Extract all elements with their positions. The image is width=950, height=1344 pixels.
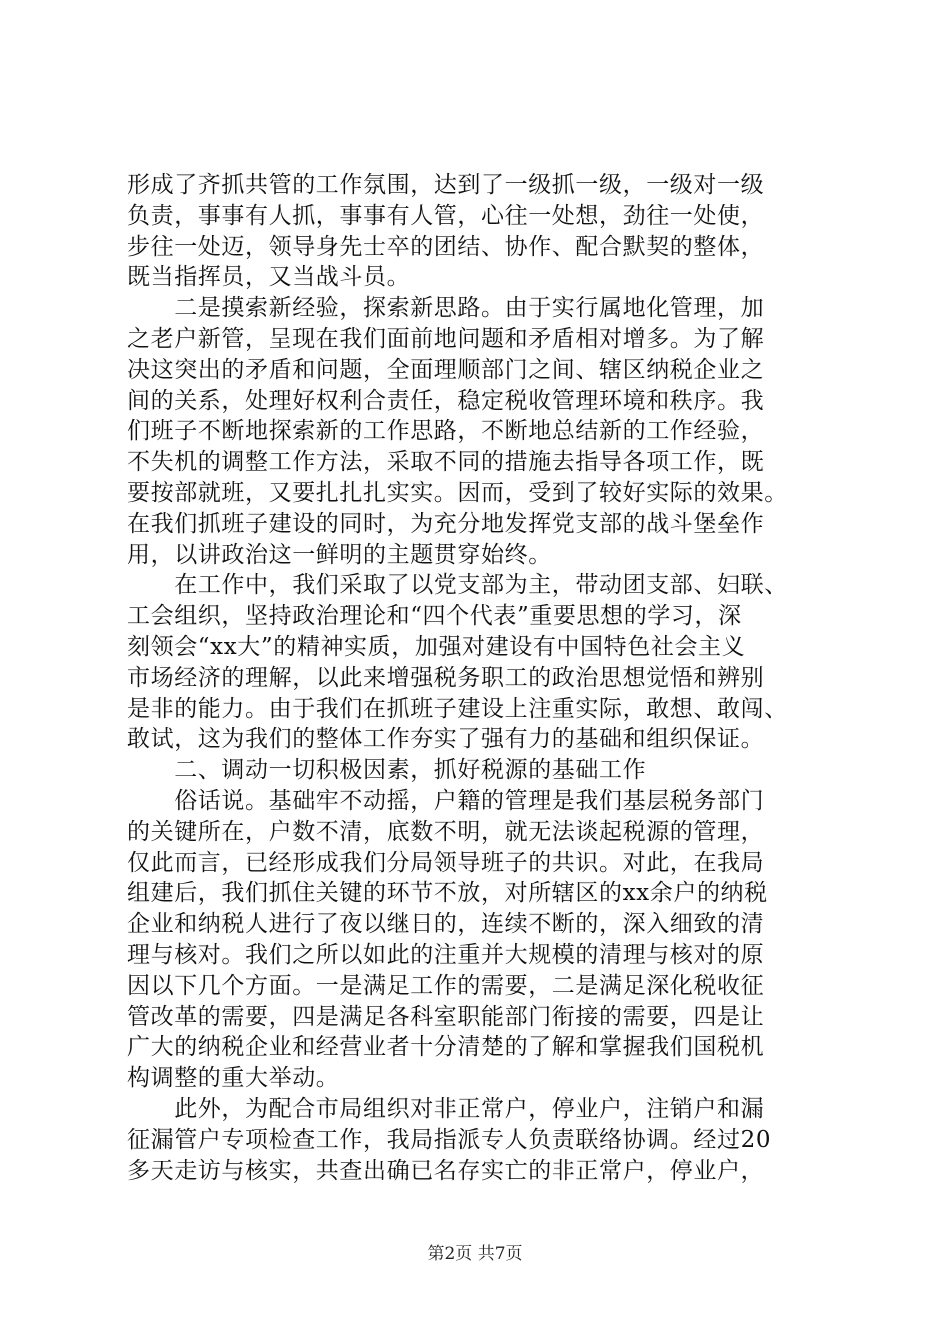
page-number-footer: 第2页 共7页 bbox=[427, 1244, 523, 1264]
text-line: 征漏管户专项检查工作，我局指派专人负责联络协调。经过20 bbox=[127, 1126, 772, 1153]
text-line: 理与核对。我们之所以如此的注重并大规模的清理与核对的原 bbox=[127, 941, 765, 968]
text-line: 步往一处迈，领导身先士卒的团结、协作、配合默契的整体， bbox=[127, 233, 765, 260]
text-line: 组建后，我们抓住关键的环节不放，对所辖区的xx余户的纳税 bbox=[127, 880, 768, 907]
text-line: 因以下几个方面。一是满足工作的需要，二是满足深化税收征 bbox=[127, 972, 765, 999]
text-line: 之老户新管，呈现在我们面前地问题和矛盾相对增多。为了解 bbox=[127, 325, 765, 352]
text-line: 多天走访与核实，共查出确已名存实亡的非正常户，停业户， bbox=[127, 1157, 765, 1184]
text-line: 们班子不断地探索新的工作思路，不断地总结新的工作经验， bbox=[127, 418, 765, 445]
text-line: 企业和纳税人进行了夜以继日的，连续不断的，深入细致的清 bbox=[127, 911, 765, 938]
text-line: 是非的能力。由于我们在抓班子建设上注重实际，敢想、敢闯、 bbox=[127, 695, 788, 722]
text-line: 构调整的重大举动。 bbox=[127, 1065, 340, 1092]
text-line: 在工作中，我们采取了以党支部为主，带动团支部、妇联、 bbox=[127, 572, 788, 599]
text-line: 广大的纳税企业和经营业者十分清楚的了解和掌握我们国税机 bbox=[127, 1034, 765, 1061]
text-line: 仅此而言，已经形成我们分局领导班子的共识。对此，在我局 bbox=[127, 849, 765, 876]
text-line: 管改革的需要，四是满足各科室职能部门衔接的需要，四是让 bbox=[127, 1003, 765, 1030]
text-line: 二是摸索新经验，探索新思路。由于实行属地化管理，加 bbox=[127, 295, 765, 322]
text-line: 既当指挥员，又当战斗员。 bbox=[127, 264, 411, 291]
text-line: 负责，事事有人抓，事事有人管，心往一处想，劲往一处使， bbox=[127, 202, 765, 229]
text-line: 此外，为配合市局组织对非正常户，停业户，注销户和漏 bbox=[127, 1095, 765, 1122]
text-line: 市场经济的理解，以此来增强税务职工的政治思想觉悟和辨别 bbox=[127, 664, 765, 691]
text-line: 在我们抓班子建设的同时，为充分地发挥党支部的战斗堡垒作 bbox=[127, 510, 765, 537]
text-line: 间的关系，处理好权利合责任，稳定税收管理环境和秩序。我 bbox=[127, 387, 765, 414]
text-line: 二、调动一切积极因素，抓好税源的基础工作 bbox=[127, 757, 647, 784]
text-line: 刻领会“xx大”的精神实质，加强对建设有中国特色社会主义 bbox=[127, 633, 746, 660]
text-line: 敢试，这为我们的整体工作夯实了强有力的基础和组织保证。 bbox=[127, 726, 765, 753]
text-line: 形成了齐抓共管的工作氛围，达到了一级抓一级，一级对一级 bbox=[127, 172, 765, 198]
text-line: 工会组织，坚持政治理论和“四个代表”重要思想的学习，深 bbox=[127, 603, 742, 630]
text-line: 决这突出的矛盾和问题，全面理顺部门之间、辖区纳税企业之 bbox=[127, 356, 765, 383]
document-body bbox=[127, 170, 827, 1186]
text-line: 的关键所在，户数不清，底数不明，就无法谈起税源的管理， bbox=[127, 818, 765, 845]
text-line: 要按部就班，又要扎扎扎实实。因而，受到了较好实际的效果。 bbox=[127, 479, 788, 506]
text-line: 用，以讲政治这一鲜明的主题贯穿始终。 bbox=[127, 541, 552, 568]
text-line: 俗话说。基础牢不动摇，户籍的管理是我们基层税务部门 bbox=[127, 787, 765, 814]
text-line: 不失机的调整工作方法，采取不同的措施去指导各项工作，既 bbox=[127, 449, 765, 476]
